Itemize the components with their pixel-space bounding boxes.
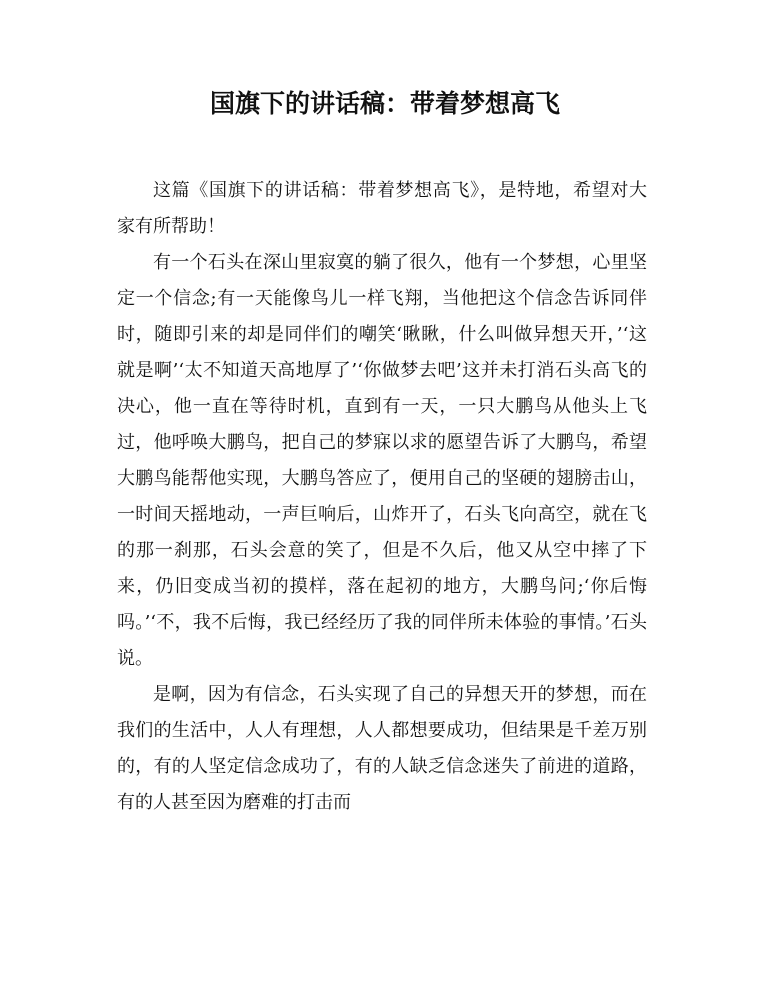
document-title: 国旗下的讲话稿：带着梦想高飞 (209, 89, 560, 118)
paragraph-reflection: 是啊，因为有信念，石头实现了自己的异想天开的梦想，而在我们的生活中，人人有理想，人人都想要成功，但结果是千差万别的，有的人坚定信念成功了，有的人缺乏信念迷失了前进的道路，有的人甚至因为磨难的打击而 (117, 684, 647, 813)
document-body (117, 173, 647, 821)
paragraph-intro: 这篇《国旗下的讲话稿：带着梦想高飞》，是特地，希望对大家有所帮助！ (117, 180, 647, 237)
paragraph-story: 有一个石头在深山里寂寞的躺了很久，他有一个梦想，心里坚定一个信念;有一天能像鸟儿一样飞翔，当他把这个信念告诉同伴时，随即引来的却是同伴们的嘲笑‘瞅瞅，什么叫做异想天开，’‘这就是啊’‘太不知道天高地厚了’‘你做梦去吧’这并未打消石头高飞的决心，他一直在等待时机，直到有一天，一只大鹏鸟从他头上飞过，他呼唤大鹏鸟，把自己的梦寐以求的愿望告诉了大鹏鸟，希望大鹏鸟能帮他实现，大鹏鸟答应了，便用自己的坚硬的翅膀击山，一时间天摇地动，一声巨响后，山炸开了，石头飞向高空，就在飞的那一刹那，石头会意的笑了，但是不久后，他又从空中摔了下来，仍旧变成当初的摸样，落在起初的地方，大鹏鸟问;‘你后悔吗。’‘不，我不后悔，我已经经历了我的同伴所未体验的事情。’石头说。 (117, 252, 647, 669)
